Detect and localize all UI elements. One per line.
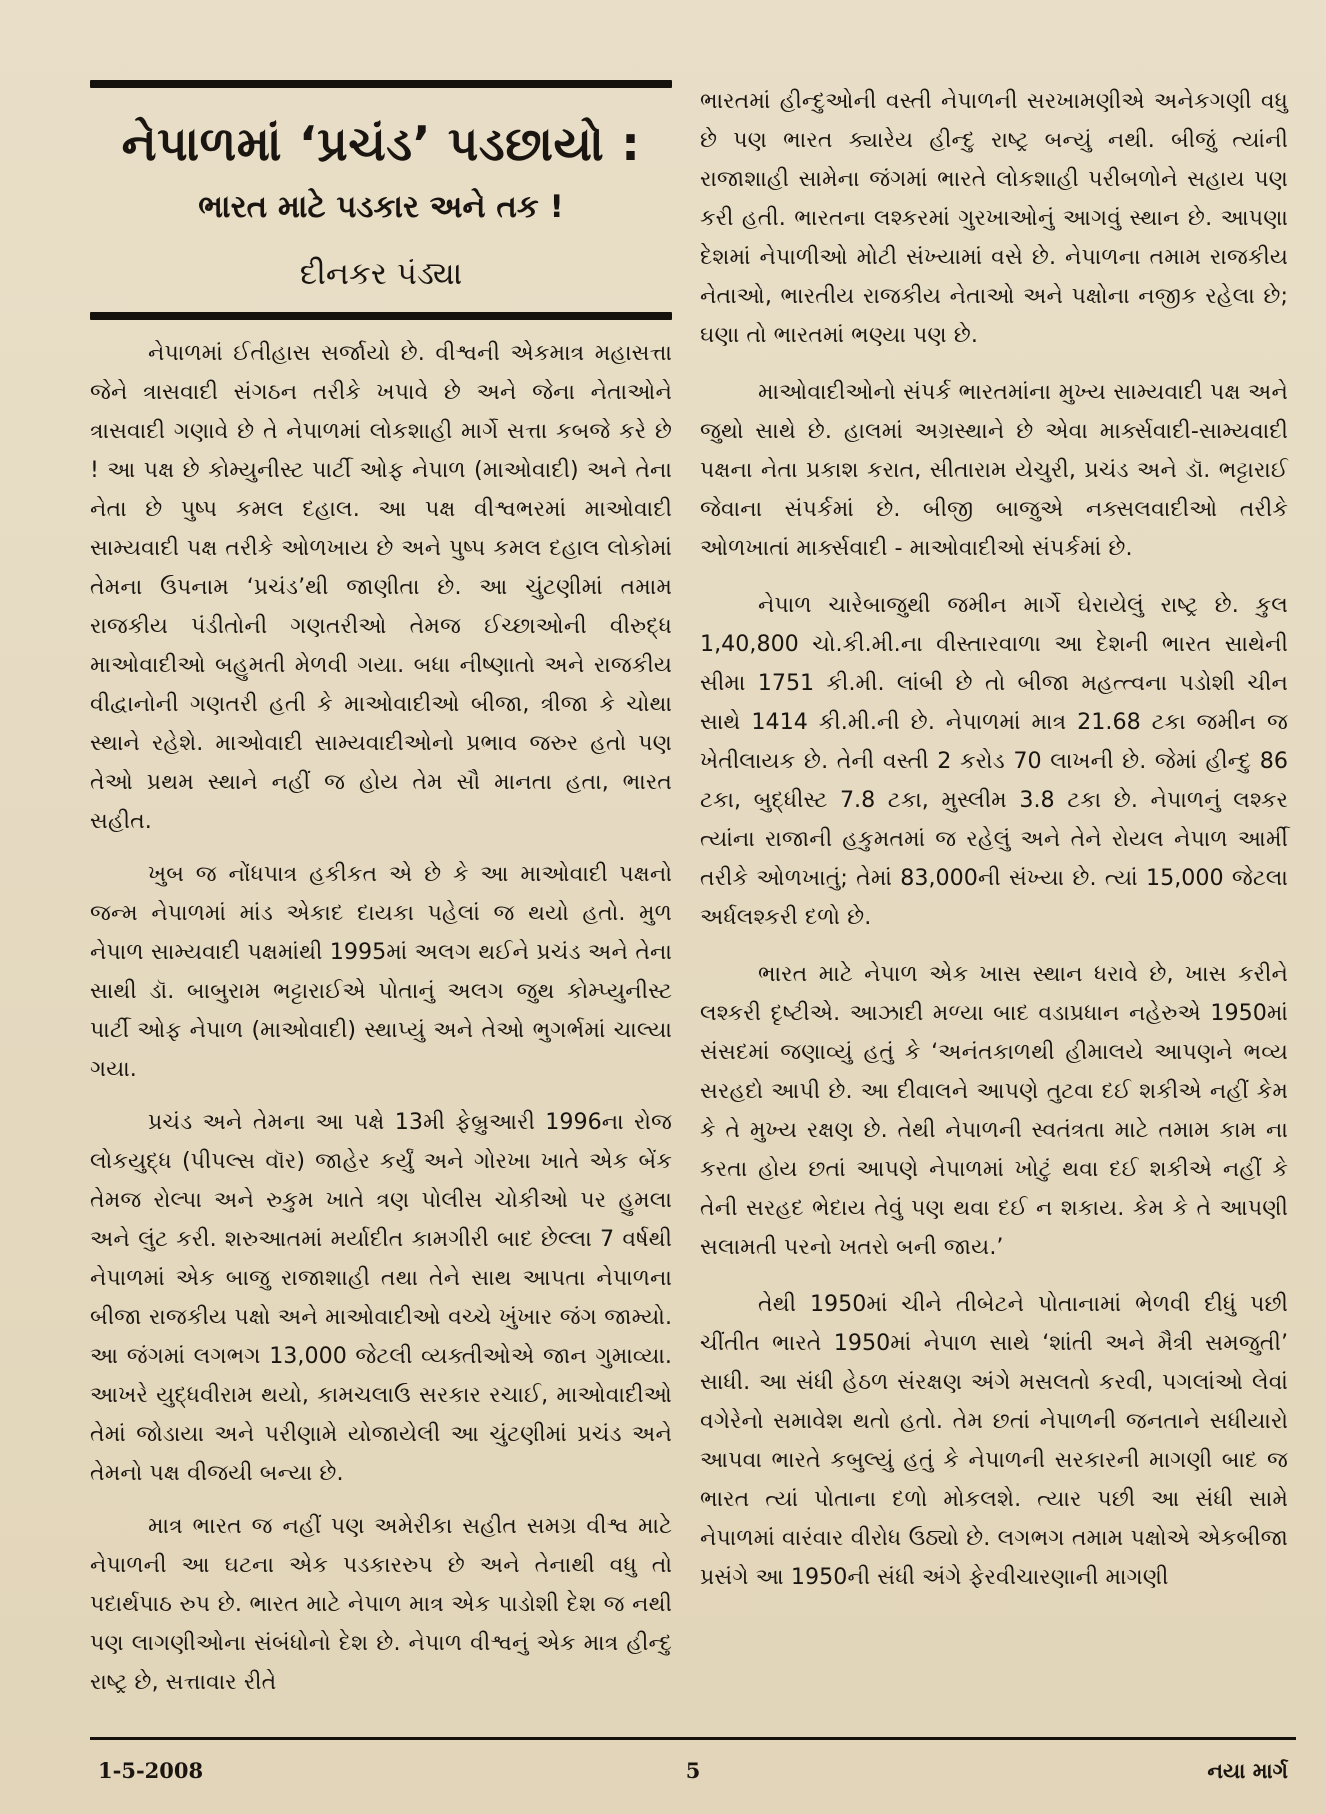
top-rule <box>90 80 672 88</box>
magazine-name: નયા માર્ગ <box>1207 1758 1288 1783</box>
page-footer <box>90 1737 1296 1798</box>
page-number: 5 <box>685 1758 701 1783</box>
paragraph: નેપાળમાં ઈતીહાસ સર્જાયો છે. વીશ્વની એકમાત્ર મહાસત્તા જેને ત્રાસવાદી સંગઠન તરીકે ખપાવે છે અને જેના નેતાઓને ત્રાસવાદી ગણાવે છે તે નેપાળમાં લોકશાહી માર્ગે સત્તા કબજે કરે છે ! આ પક્ષ છે કોમ્યુનીસ્ટ પાર્ટી ઓફ નેપાળ (માઓવાદી) અને તેના નેતા છે પુષ્પ કમલ દહાલ. આ પક્ષ વીશ્વભરમાં માઓવાદી સામ્યવાદી પક્ષ તરીકે ઓળખાય છે અને પુષ્પ કમલ દહાલ લોકોમાં તેમના ઉપનામ ‘પ્રચંડ’થી જાણીતા છે. આ ચુંટણીમાં તમામ રાજકીય પંડીતોની ગણતરીઓ તેમજ ઈચ્છાઓની વીરુદ્ધ માઓવાદીઓ બહુમતી મેળવી ગયા. બધા નીષ્ણાતો અને રાજકીય વીદ્વાનોની ગણતરી હતી કે માઓવાદીઓ બીજા, ત્રીજા કે ચોથા સ્થાને રહેશે. માઓવાદી સામ્યવાદીઓનો પ્રભાવ જરુર હતો પણ તેઓ પ્રથમ સ્થાને નહીં જ હોય તેમ સૌ માનતા હતા, ભારત સહીત. <box>90 340 672 834</box>
paragraph: માત્ર ભારત જ નહીં પણ અમેરીકા સહીત સમગ્ર વીશ્વ માટે નેપાળની આ ઘટના એક પડકારરુપ છે અને તેનાથી વધુ તો પદાર્થપાઠ રુપ છે. ભારત માટે નેપાળ માત્ર એક પાડોશી દેશ જ નથી પણ લાગણીઓના સંબંધોનો દેશ છે. નેપાળ વીશ્વનું એક માત્ર હીન્દુ રાષ્ટ્ર છે, સત્તાવાર રીતે <box>90 1513 672 1695</box>
right-column-text <box>700 82 1288 1597</box>
article-title: નેપાળમાં ‘પ્રચંડ’ પડછાયો : <box>121 117 641 172</box>
byline-rule <box>90 312 672 320</box>
paragraph: તેથી 1950માં ચીને તીબેટને પોતાનામાં ભેળવી દીધું પછી ચીંતીત ભારતે 1950માં નેપાળ સાથે ‘શાંતી અને મૈત્રી સમજુતી’ સાધી. આ સંધી હેઠળ સંરક્ષણ અંગે મસલતો કરવી, પગલાંઓ લેવાં વગેરેનો સમાવેશ થતો હતો. તેમ છતાં નેપાળની જનતાને સધીયારો આપવા ભારતે કબુલ્યું હતું કે નેપાળની સરકારની માગણી બાદ જ ભારત ત્યાં પોતાના દળો મોકલશે. ત્યાર પછી આ સંધી સામે નેપાળમાં વારંવાર વીરોધ ઉઠ્યો છે. લગભગ તમામ પક્ષોએ એકબીજા પ્રસંગે આ 1950ની સંધી અંગે ફેરવીચારણાની માગણી <box>700 1291 1288 1590</box>
paragraph: પ્રચંડ અને તેમના આ પક્ષે 13મી ફેબ્રુઆરી 1996ના રોજ લોકયુદ્ધ (પીપલ્સ વૉર) જાહેર કર્યું અને ગોરખા ખાતે એક બેંક તેમજ રોલ્પા અને રુકુમ ખાતે ત્રણ પોલીસ ચોકીઓ પર હુમલા અને લુંટ કરી. શરુઆતમાં મર્યાદીત કામગીરી બાદ છેલ્લા 7 વર્ષથી નેપાળમાં એક બાજુ રાજાશાહી તથા તેને સાથ આપતા નેપાળના બીજા રાજકીય પક્ષો અને માઓવાદીઓ વચ્ચે ખુંખાર જંગ જામ્યો. આ જંગમાં લગભગ 13,000 જેટલી વ્યક્તીઓએ જાન ગુમાવ્યા. આખરે યુદ્ધવીરામ થયો, કામચલાઉ સરકાર રચાઈ, માઓવાદીઓ તેમાં જોડાયા અને પરીણામે યોજાયેલી આ ચુંટણીમાં પ્રચંડ અને તેમનો પક્ષ વીજયી બન્યા છે. <box>90 1109 672 1486</box>
left-column <box>90 80 672 1702</box>
author-byline: દીનકર પંડ્યા <box>299 256 463 292</box>
left-column-text <box>90 334 672 1702</box>
right-column <box>700 82 1288 1597</box>
paragraph: માઓવાદીઓનો સંપર્ક ભારતમાંના મુખ્ય સામ્યવાદી પક્ષ અને જુથો સાથે છે. હાલમાં અગ્રસ્થાને છે એવા માર્ક્સવાદી-સામ્યવાદી પક્ષના નેતા પ્રકાશ કરાત, સીતારામ યેચુરી, પ્રચંડ અને ડૉ. ભટ્ટારાઈ જેવાના સંપર્કમાં છે. બીજી બાજુએ નક્સલવાદીઓ તરીકે ઓળખાતાં માર્ક્સવાદી - માઓવાદીઓ સંપર્કમાં છે. <box>700 379 1288 561</box>
paragraph: ભારત માટે નેપાળ એક ખાસ સ્થાન ધરાવે છે, ખાસ કરીને લશ્કરી દૃષ્ટીએ. આઝાદી મળ્યા બાદ વડાપ્રધાન નહેરુએ 1950માં સંસદમાં જણાવ્યું હતું કે ‘અનંતકાળથી હીમાલયે આપણને ભવ્ય સરહદો આપી છે. આ દીવાલને આપણે તુટવા દઈ શકીએ નહીં કેમ કે તે મુખ્ય રક્ષણ છે. તેથી નેપાળની સ્વતંત્રતા માટે તમામ કામ ના કરતા હોય છતાં આપણે નેપાળમાં ખોટું થવા દઈ શકીએ નહીં કે તેની સરહદ ભેદાય તેવું પણ થવા દઈ ન શકાય. કેમ કે તે આપણી સલામતી પરનો ખતરો બની જાય.’ <box>700 961 1288 1260</box>
paragraph: ખુબ જ નોંધપાત્ર હકીકત એ છે કે આ માઓવાદી પક્ષનો જન્મ નેપાળમાં માંડ એકાદ દાયકા પહેલાં જ થયો હતો. મુળ નેપાળ સામ્યવાદી પક્ષમાંથી 1995માં અલગ થઈને પ્રચંડ અને તેના સાથી ડૉ. બાબુરામ ભટ્ટારાઈએ પોતાનું અલગ જુથ કોમ્પ્યુનીસ્ટ પાર્ટી ઓફ નેપાળ (માઓવાદી) સ્થાપ્યું અને તેઓ ભુગર્ભમાં ચાલ્યા ગયા. <box>90 861 672 1082</box>
paragraph: નેપાળ ચારેબાજુથી જમીન માર્ગે ઘેરાયેલું રાષ્ટ્ર છે. કુલ 1,40,800 ચો.કી.મી.ના વીસ્તારવાળા આ દેશની ભારત સાથેની સીમા 1751 કી.મી. લાંબી છે તો બીજા મહત્ત્વના પડોશી ચીન સાથે 1414 કી.મી.ની છે. નેપાળમાં માત્ર 21.68 ટકા જમીન જ ખેતીલાયક છે. તેની વસ્તી 2 કરોડ 70 લાખની છે. જેમાં હીન્દુ 86 ટકા, બુદ્ધીસ્ટ 7.8 ટકા, મુસ્લીમ 3.8 ટકા છે. નેપાળનું લશ્કર ત્યાંના રાજાની હકુમતમાં જ રહેલું અને તેને રોયલ નેપાળ આર્મી તરીકે ઓળખાતું; તેમાં 83,000ની સંખ્યા છે. ત્યાં 15,000 જેટલા અર્ધલશ્કરી દળો છે. <box>700 592 1288 930</box>
issue-date: 1-5-2008 <box>98 1758 204 1783</box>
article-subtitle: ભારત માટે પડકાર અને તક ! <box>198 189 564 225</box>
paragraph: ભારતમાં હીન્દુઓની વસ્તી નેપાળની સરખામણીએ અનેકગણી વધુ છે પણ ભારત ક્યારેય હીન્દુ રાષ્ટ્ર બન્યું નથી. બીજું ત્યાંની રાજાશાહી સામેના જંગમાં ભારતે લોકશાહી પરીબળોને સહાય પણ કરી હતી. ભારતના લશ્કરમાં ગુરખાઓનું આગવું સ્થાન છે. આપણા દેશમાં નેપાળીઓ મોટી સંખ્યામાં વસે છે. નેપાળના તમામ રાજકીય નેતાઓ, ભારતીય રાજકીય નેતાઓ અને પક્ષોના નજીક રહેલા છે; ઘણા તો ભારતમાં ભણ્યા પણ છે. <box>700 88 1288 348</box>
footer-rule <box>90 1737 1296 1740</box>
